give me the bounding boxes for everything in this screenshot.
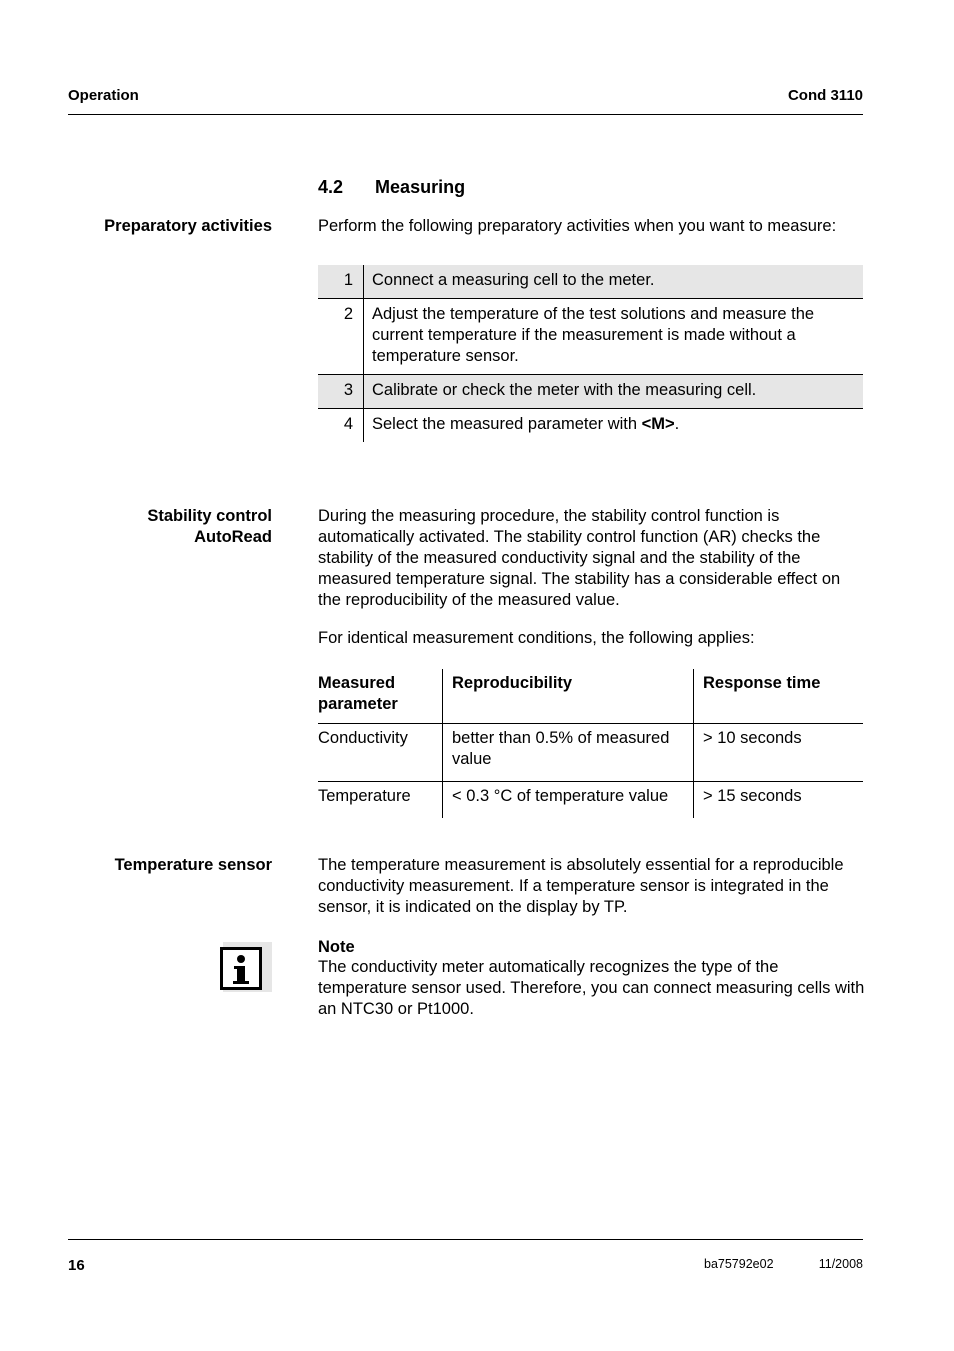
table-cell: better than 0.5% of measured value [443, 724, 694, 782]
header-product: Cond 3110 [787, 87, 863, 104]
step-number: 4 [318, 409, 364, 443]
section-number: 4.2 [318, 177, 344, 197]
preparatory-intro: Perform the following preparatory activities when you want to measure: [318, 217, 837, 235]
temperature-label: Temperature sensor [114, 856, 272, 874]
column-header: Reproducibility [443, 669, 694, 724]
table-header-row [318, 669, 863, 724]
step-number: 1 [318, 265, 364, 299]
step-row [318, 265, 863, 299]
preparatory-label: Preparatory activities [104, 217, 272, 235]
step-text: Calibrate or check the meter with the measuring cell. [372, 381, 757, 399]
page-number: 16 [68, 1257, 85, 1274]
header-chapter: Operation [68, 87, 139, 104]
temperature-paragraph: The temperature measurement is absolutely essential for a reproducible conductivity measurement. If a temperature sensor is integrated in the sensor, it is indicated on the display by TP. [318, 856, 844, 916]
steps-table [318, 265, 863, 442]
stability-intro: For identical measurement conditions, the following applies: [318, 629, 755, 647]
section-heading [318, 177, 465, 198]
footer-divider [68, 1239, 863, 1240]
note-title: Note [318, 938, 355, 956]
step-row [318, 375, 863, 409]
table-cell: Temperature [318, 782, 443, 819]
section-title: Measuring [375, 177, 466, 197]
table-cell: > 10 seconds [703, 729, 802, 747]
column-header: Response time [703, 674, 821, 692]
table-row [318, 782, 863, 819]
key-m: <M> [641, 415, 675, 433]
step-text: Adjust the temperature of the test solutions and measure the current temperature if the measurement is made without a temperature sensor. [372, 305, 815, 365]
step-row [318, 409, 863, 443]
stability-paragraph: During the measuring procedure, the stability control function is automatically activated. The stability control function (AR) checks the stability of the measured conductivity signal and the stability of the measured temperature signal. The stability has a considerable effect on the reproducibility of the measured value. [318, 507, 841, 609]
table-cell: Conductivity [318, 724, 443, 782]
table-row [318, 724, 863, 782]
step-number: 2 [318, 299, 364, 375]
header-divider [68, 114, 863, 115]
info-icon [220, 942, 272, 994]
column-header: Measured parameter [318, 669, 443, 724]
document-date: 11/2008 [818, 1257, 863, 1271]
table-cell: < 0.3 °C of temperature value [443, 782, 694, 819]
table-cell: > 15 seconds [703, 787, 802, 805]
step-row [318, 299, 863, 375]
note-text: The conductivity meter automatically recognizes the type of the temperature sensor used. Therefore, you can connect measuring cells with an NTC30 or Pt1000. [318, 958, 865, 1018]
step-number: 3 [318, 375, 364, 409]
stability-label: Stability control AutoRead [147, 507, 272, 546]
conditions-table [318, 669, 863, 818]
step-text: Connect a measuring cell to the meter. [372, 271, 655, 289]
document-id: ba75792e02 [704, 1257, 774, 1271]
step-text: Select the measured parameter with <M>. [372, 415, 680, 433]
